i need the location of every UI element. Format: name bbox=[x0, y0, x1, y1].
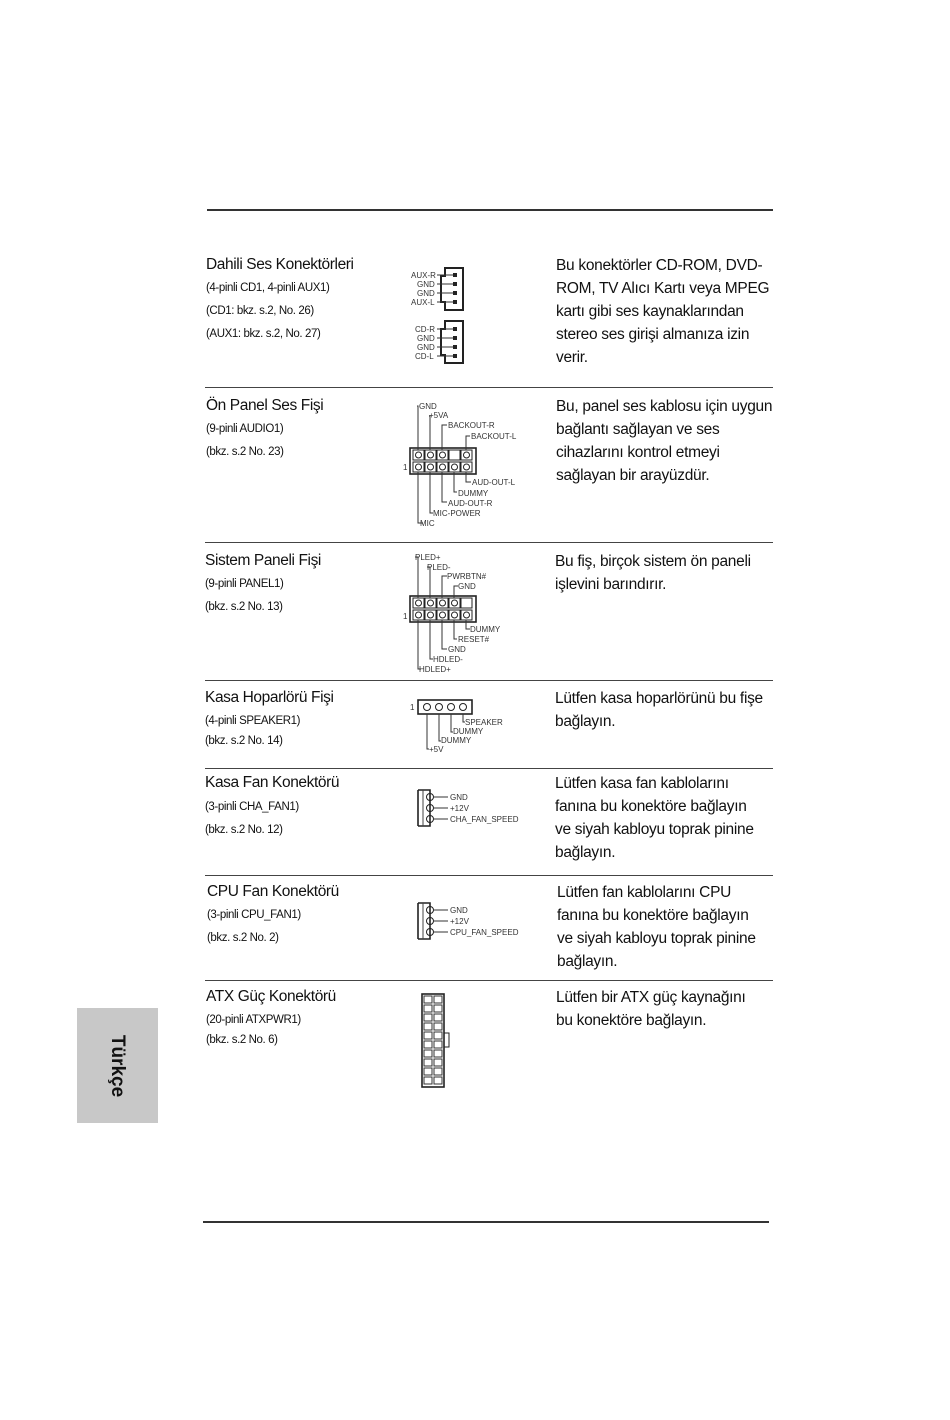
section-description: Lütfen bir ATX güç kaynağını bu konektöre bağlayın. bbox=[556, 989, 746, 1029]
atx-pin-cell bbox=[424, 1005, 432, 1012]
section-divider bbox=[205, 980, 773, 981]
section-title: Dahili Ses Konektörleri bbox=[206, 256, 354, 273]
pin1-marker: 1 bbox=[403, 463, 408, 472]
section-description: Lütfen kasa fan kablolarını fanına bu konektöre bağlayın ve siyah kabloyu toprak pinine bağlayın. bbox=[555, 775, 754, 861]
language-tab-label: Türkçe bbox=[107, 1034, 129, 1097]
section-description: Lütfen fan kablolarını CPU fanına bu konektöre bağlayın ve siyah kabloyu toprak pinine bağlayın. bbox=[557, 884, 756, 970]
atx-pin-cell bbox=[424, 1041, 432, 1048]
pin-label: GND bbox=[417, 343, 435, 352]
section-subtitle: (bkz. s.2 No. 14) bbox=[205, 735, 283, 747]
section-subtitle: (CD1: bkz. s.2, No. 26) bbox=[206, 305, 314, 317]
atx-pin-cell bbox=[424, 1068, 432, 1075]
atx-pin-cell bbox=[434, 996, 442, 1003]
pin-label: DUMMY bbox=[458, 489, 489, 498]
section-subtitle: (9-pinli PANEL1) bbox=[205, 578, 284, 590]
pin1-marker: 1 bbox=[410, 703, 415, 712]
pin-label: DUMMY bbox=[441, 736, 472, 745]
atx-pin-cell bbox=[434, 1032, 442, 1039]
pin-label: BACKOUT-L bbox=[471, 432, 517, 441]
pin-label: CHA_FAN_SPEED bbox=[450, 815, 519, 824]
section-description: Bu konektörler CD-ROM, DVD- ROM, TV Alıcı Kartı veya MPEG kartı gibi ses kaynaklarından stereo ses girişi almanıza izin verir. bbox=[556, 257, 770, 366]
section-subtitle: (bkz. s.2 No. 13) bbox=[205, 601, 283, 613]
pin-label: GND bbox=[448, 645, 466, 654]
section-description: Bu, panel ses kablosu için uygun bağlantı sağlayan ve ses cihazlarını kontrol etmeyi sağlayan bir arayüzdür. bbox=[556, 398, 773, 484]
section-title: Kasa Hoparlörü Fişi bbox=[205, 689, 334, 706]
pin-label: BACKOUT-R bbox=[448, 421, 495, 430]
front-audio-header-diagram bbox=[403, 398, 523, 528]
audio-connector-diagram bbox=[405, 262, 495, 370]
cpu-fan-header-diagram bbox=[416, 901, 524, 943]
section-subtitle: (3-pinli CHA_FAN1) bbox=[205, 801, 299, 813]
pin-label: CD-R bbox=[415, 325, 435, 334]
pin-label: +5V bbox=[429, 745, 444, 753]
pin-label: GND bbox=[458, 582, 476, 591]
pin-label: AUX-R bbox=[411, 271, 436, 280]
pin-label: AUX-L bbox=[411, 298, 435, 307]
section-title: CPU Fan Konektörü bbox=[207, 883, 339, 900]
speaker-header-diagram bbox=[410, 697, 506, 753]
pin-label: MIC bbox=[420, 519, 435, 528]
section-description: Bu fiş, birçok sistem ön paneli işlevini barındırır. bbox=[555, 553, 751, 593]
pin-label: CD-L bbox=[415, 352, 434, 361]
section-subtitle: (AUX1: bkz. s.2, No. 27) bbox=[206, 328, 321, 340]
section-divider bbox=[205, 875, 773, 876]
atx-pin-cell bbox=[424, 1050, 432, 1057]
pin1-marker: 1 bbox=[403, 612, 408, 621]
section-subtitle: (9-pinli AUDIO1) bbox=[206, 423, 284, 435]
section-subtitle: (4-pinli CD1, 4-pinli AUX1) bbox=[206, 282, 330, 294]
pin-label: RESET# bbox=[458, 635, 490, 644]
pin-label: SPEAKER bbox=[465, 718, 503, 727]
pin-label: PLED- bbox=[427, 563, 451, 572]
pin-label: PWRBTN# bbox=[447, 572, 487, 581]
pin-label: GND bbox=[450, 906, 468, 915]
atx-pin-cell bbox=[434, 1077, 442, 1084]
pin-label: GND bbox=[417, 334, 435, 343]
atx-pin-cell bbox=[424, 1032, 432, 1039]
pin-label: AUD-OUT-R bbox=[448, 499, 493, 508]
system-panel-header-diagram bbox=[403, 551, 513, 673]
section-subtitle: (bkz. s.2 No. 6) bbox=[206, 1034, 278, 1046]
section-title: ATX Güç Konektörü bbox=[206, 988, 336, 1005]
section-subtitle: (bkz. s.2 No. 2) bbox=[207, 932, 279, 944]
pin-label: DUMMY bbox=[453, 727, 484, 736]
atx-pin-cell bbox=[424, 1014, 432, 1021]
section-divider bbox=[205, 680, 773, 681]
section-subtitle: (20-pinli ATXPWR1) bbox=[206, 1014, 301, 1026]
chassis-fan-header-diagram bbox=[416, 788, 524, 830]
section-subtitle: (4-pinli SPEAKER1) bbox=[205, 715, 301, 727]
section-title: Sistem Paneli Fişi bbox=[205, 552, 321, 569]
atx-pin-cell bbox=[434, 1005, 442, 1012]
pin-label: +12V bbox=[450, 917, 469, 926]
pin-label: PLED+ bbox=[415, 553, 441, 562]
pin-label: GND bbox=[417, 289, 435, 298]
atx-pin-cell bbox=[424, 996, 432, 1003]
pin-label: +12V bbox=[450, 804, 469, 813]
section-title: Kasa Fan Konektörü bbox=[205, 774, 340, 791]
section-divider bbox=[205, 387, 773, 388]
section-divider bbox=[205, 542, 773, 543]
atx-pin-cell bbox=[434, 1059, 442, 1066]
section-subtitle: (bkz. s.2 No. 23) bbox=[206, 446, 284, 458]
section-description: Lütfen kasa hoparlörünü bu fişe bağlayın. bbox=[555, 690, 763, 730]
pin-label: HDLED+ bbox=[419, 665, 451, 673]
atx-pin-cell bbox=[434, 1023, 442, 1030]
atx-power-connector-diagram bbox=[420, 993, 454, 1089]
section-subtitle: (3-pinli CPU_FAN1) bbox=[207, 909, 301, 921]
pin-label: MIC-POWER bbox=[433, 509, 481, 518]
pin-label: GND bbox=[450, 793, 468, 802]
section-title: Ön Panel Ses Fişi bbox=[206, 397, 324, 414]
atx-pin-cell bbox=[434, 1068, 442, 1075]
pin-label: AUD-OUT-L bbox=[472, 478, 516, 487]
section-subtitle: (bkz. s.2 No. 12) bbox=[205, 824, 283, 836]
pin-label: +5VA bbox=[429, 411, 449, 420]
atx-pin-cell bbox=[424, 1077, 432, 1084]
top-rule bbox=[207, 209, 773, 211]
atx-pin-cell bbox=[434, 1050, 442, 1057]
bottom-rule bbox=[203, 1221, 769, 1223]
pin-label: HDLED- bbox=[433, 655, 463, 664]
atx-pin-cell bbox=[424, 1059, 432, 1066]
atx-pin-cell bbox=[434, 1041, 442, 1048]
pin-label: DUMMY bbox=[470, 625, 501, 634]
pin-label: CPU_FAN_SPEED bbox=[450, 928, 519, 937]
atx-pin-cell bbox=[424, 1023, 432, 1030]
pin-label: GND bbox=[417, 280, 435, 289]
language-tab bbox=[77, 1008, 158, 1123]
section-divider bbox=[205, 768, 773, 769]
pin-label: GND bbox=[419, 402, 437, 411]
atx-pin-cell bbox=[434, 1014, 442, 1021]
